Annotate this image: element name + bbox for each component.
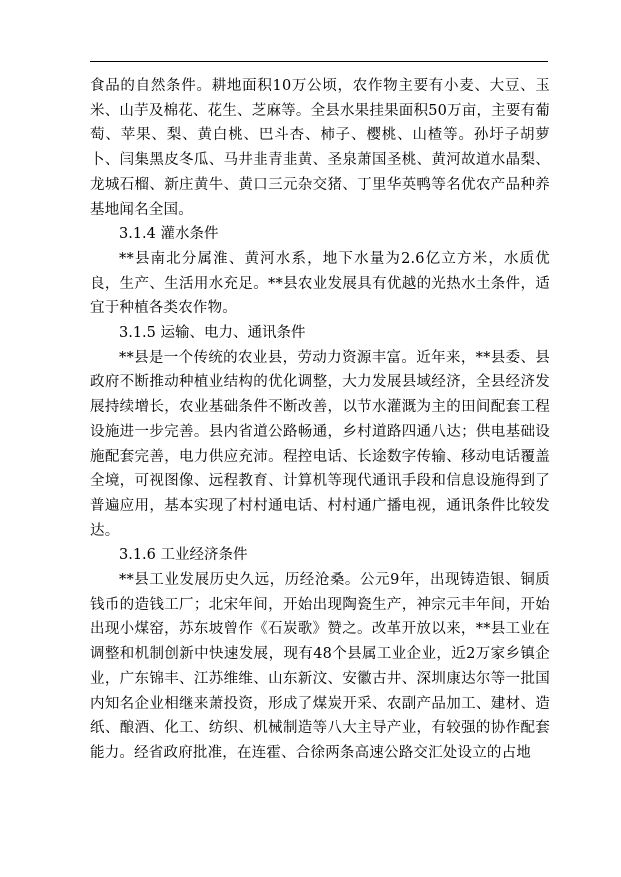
paragraph-agriculture-conditions: 食品的自然条件。耕地面积10万公顷，农作物主要有小麦、大豆、玉米、山芋及棉花、花生、芝麻等。全县水果挂果面积50万亩，主要有葡萄、苹果、梨、黄白桃、巴斗杏、柿子、樱桃、山楂等。孙圩子胡萝卜、闫集黑皮冬瓜、马井韭青韭黄、圣泉萧国圣桃、黄河故道水晶梨、龙城石榴、新庄黄牛、黄口三元杂交猪、丁里华英鸭等名优农产品种养基地闻名全国。 (90, 78, 550, 218)
paragraph-industrial-economy: **县工业发展历史久远，历经沧桑。公元9年，出现铸造银、铜质钱币的造钱工厂；北宋年间，开始出现陶瓷生产，神宗元丰年间，开始出现小煤窑，苏东坡曾作《石炭歌》赞之。改革开放以来，**县工业在调整和机制创新中快速发展，现有48个县属工业企业，近2万家乡镇企业，广东锦丰、江苏维维、山东新汶、安徽古井、深圳康达尔等一批国内知名企业相继来萧投资，形成了煤炭开采、农副产品加工、建材、造纸、酿酒、化工、纺织、机械制造等八大主导产业，有较强的协作配套能力。经省政府批准，在连霍、合徐两条高速公路交汇处设立的占地 (90, 572, 550, 761)
document-body (90, 74, 550, 766)
section-heading-transport-power-communication: 3.1.5 运输、电力、通讯条件 (119, 325, 306, 342)
paragraph-irrigation: **县南北分属淮、黄河水系，地下水量为2.6亿立方米，水质优良，生产、生活用水充足。**县农业发展具有优越的光热水土条件，适宜于种植各类农作物。 (90, 250, 550, 317)
header-rule (90, 61, 548, 62)
section-heading-irrigation: 3.1.4 灌水条件 (119, 226, 219, 243)
section-heading-industrial-economy: 3.1.6 工业经济条件 (119, 547, 248, 564)
paragraph-transport-power-communication: **县是一个传统的农业县，劳动力资源丰富。近年来，**县委、县政府不断推动种植业结构的优化调整，大力发展县域经济，全县经济发展持续增长，农业基础条件不断改善，以节水灌溉为主的田间配套工程设施进一步完善。县内省道公路畅通，乡村道路四通八达；供电基础设施配套完善，电力供应充沛。程控电话、长途数字传输、移动电话覆盖全境，可视图像、远程教育、计算机等现代通讯手段和信息设施得到了普遍应用，基本实现了村村通电话、村村通广播电视，通讯条件比较发达。 (90, 349, 550, 539)
